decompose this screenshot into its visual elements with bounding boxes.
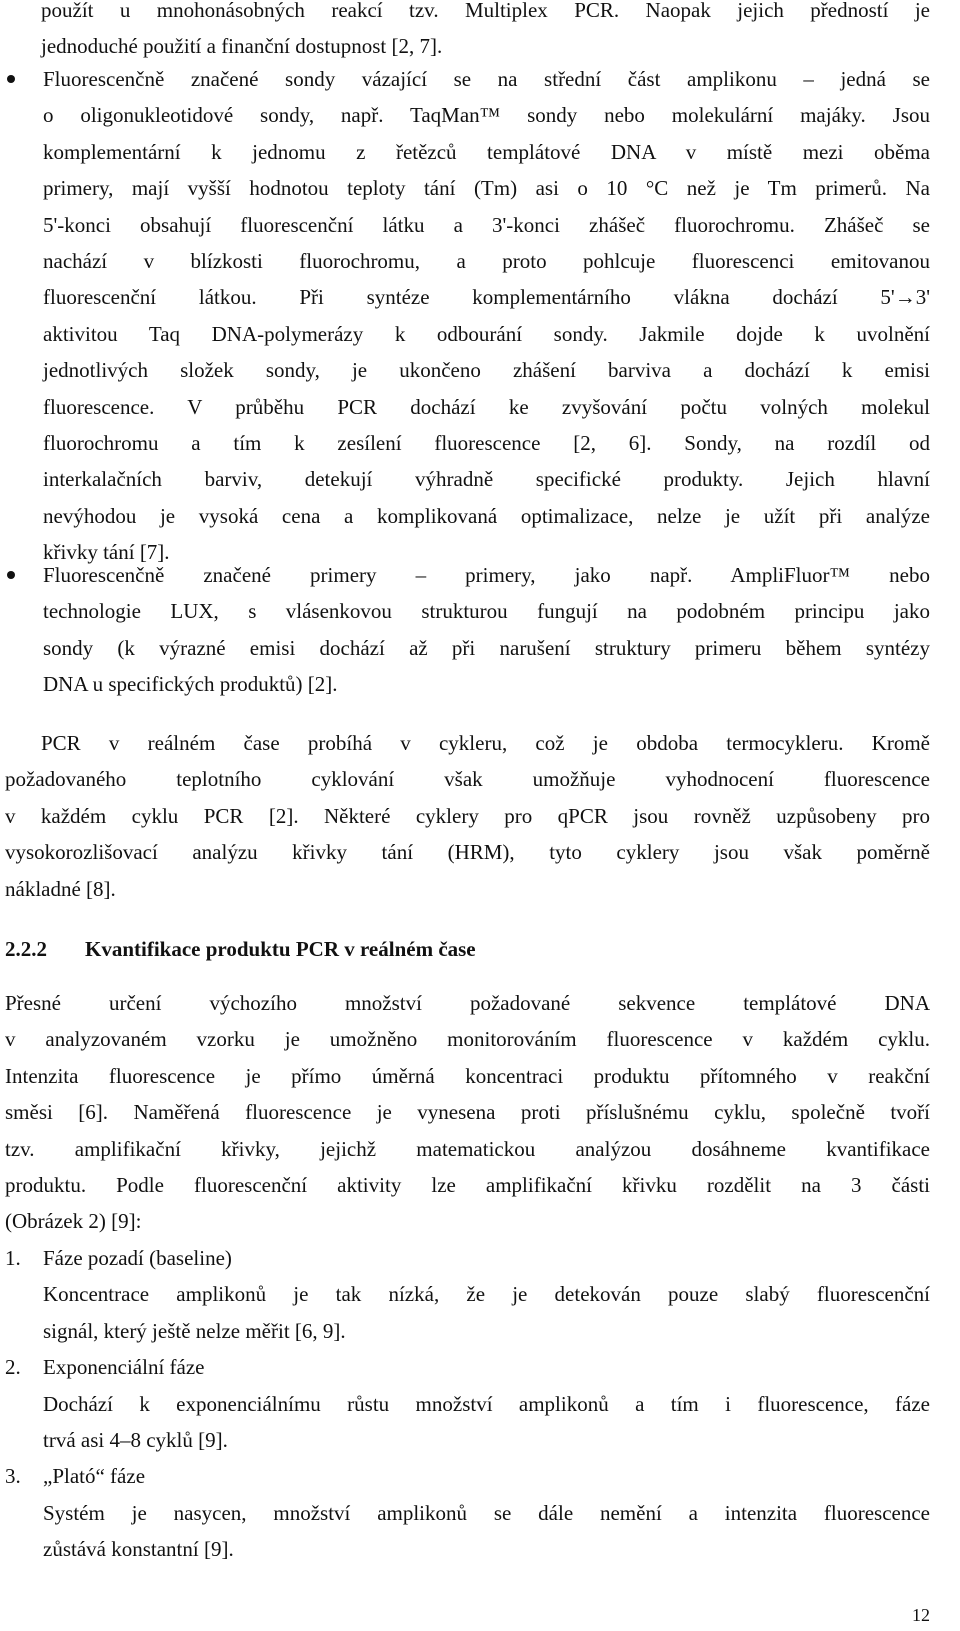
- text-line: Koncentrace amplikonů je tak nízká, že je detekován pouze slabý fluorescenční: [43, 1282, 930, 1307]
- text-line: 5'-konci obsahují fluorescenční látku a 3'-konci zhášeč fluorochromu. Zhášeč se: [43, 212, 930, 237]
- text-line: požadovaného teplotního cyklování však umožňuje vyhodnocení fluorescence: [5, 767, 930, 792]
- list-number: 3.: [5, 1464, 21, 1489]
- continuation-paragraph: [41, 0, 930, 65]
- text-line: zůstává konstantní [9].: [43, 1537, 234, 1562]
- text-line: tzv. amplifikační křivky, jejichž matematickou analýzou dosáhneme kvantifikace: [5, 1136, 930, 1161]
- text-line: fluorescenční látkou. Při syntéze komplementárního vlákna dochází 5'→3': [43, 285, 930, 310]
- text-line: fluorescence. V průběhu PCR dochází ke zvyšování počtu volných molekul: [43, 394, 930, 419]
- text-line: Přesné určení výchozího množství požadované sekvence templátové DNA: [5, 991, 930, 1015]
- quantification-paragraph: [5, 985, 930, 1240]
- section-heading: [5, 931, 476, 967]
- text-line: nachází v blízkosti fluorochromu, a proto pohlcuje fluorescenci emitovanou: [43, 249, 930, 274]
- phase-title: Fáze pozadí (baseline): [43, 1246, 232, 1270]
- bullet-taqman-probes: [5, 61, 930, 571]
- text-line: (Obrázek 2) [9]:: [5, 1209, 142, 1234]
- text-line: Systém je nasycen, množství amplikonů se dále nemění a intenzita fluorescence: [43, 1500, 930, 1525]
- text-line: použít u mnohonásobných reakcí tzv. Multiplex PCR. Naopak jejich předností je: [41, 0, 930, 22]
- text-line: Fluorescenčně značené primery – primery, jako např. AmpliFluor™ nebo: [43, 563, 930, 587]
- text-line: Fluorescenčně značené sondy vázající se na střední část amplikonu – jedná se: [43, 67, 930, 91]
- text-line: Dochází k exponenciálnímu růstu množství amplikonů a tím i fluorescence, fáze: [43, 1391, 930, 1416]
- text-line: o oligonukleotidové sondy, např. TaqMan™ sondy nebo molekulární majáky. Jsou: [43, 103, 930, 128]
- text-line: interkalačních barviv, detekují výhradně specifické produkty. Jejich hlavní: [43, 467, 930, 492]
- list-number: 1.: [5, 1246, 21, 1270]
- text-line: PCR v reálném čase probíhá v cykleru, což je obdoba termocykleru. Kromě: [41, 731, 930, 755]
- text-line: fluorochromu a tím k zesílení fluorescence [2, 6]. Sondy, na rozdíl od: [43, 431, 930, 456]
- text-line: vysokorozlišovací analýzu křivky tání (HRM), tyto cyklery jsou však poměrně: [5, 840, 930, 865]
- text-line: Intenzita fluorescence je přímo úměrná koncentraci produktu přítomného v reakční: [5, 1063, 930, 1088]
- text-line: jednotlivých složek sondy, je ukončeno zhášení barviva a dochází k emisi: [43, 358, 930, 383]
- text-line: primery, mají vyšší hodnotou teploty tání (Tm) asi o 10 °C než je Tm primerů. Na: [43, 176, 930, 201]
- list-item: [5, 1349, 930, 1458]
- text-line: aktivitou Taq DNA-polymerázy k odbourání sondy. Jakmile dojde k uvolnění: [43, 321, 930, 346]
- text-line: technologie LUX, s vlásenkovou strukturou fungují na podobném principu jako: [43, 599, 930, 624]
- text-line: v každém cyklu PCR [2]. Některé cyklery pro qPCR jsou rovněž uzpůsobeny pro: [5, 803, 930, 828]
- text-line: jednoduché použití a finanční dostupnost [2, 7].: [41, 34, 443, 59]
- bullet-icon: [7, 75, 15, 83]
- phase-title: Exponenciální fáze: [43, 1355, 205, 1380]
- page-number: 12: [912, 1605, 930, 1625]
- text-line: produktu. Podle fluorescenční aktivity lze amplifikační křivku rozdělit na 3 části: [5, 1173, 930, 1198]
- text-line: v analyzovaném vzorku je umožněno monitorováním fluorescence v každém cyklu.: [5, 1027, 930, 1052]
- phase-list: [5, 1240, 930, 1568]
- list-number: 2.: [5, 1355, 21, 1380]
- list-item: [5, 1458, 930, 1567]
- cycler-paragraph: [5, 725, 930, 907]
- section-number: 2.2.2: [5, 937, 47, 961]
- text-line: sondy (k výrazné emisi dochází až při narušení struktury primeru během syntézy: [43, 635, 930, 660]
- text-line: DNA u specifických produktů) [2].: [43, 672, 338, 697]
- text-line: nevýhodou je vysoká cena a komplikovaná optimalizace, nelze je užít při analýze: [43, 503, 930, 528]
- bullet-paragraph: [43, 61, 930, 571]
- text-line: signál, který ještě nelze měřit [6, 9].: [43, 1318, 346, 1343]
- bullet-icon: [7, 571, 15, 579]
- bullet-labeled-primers: [5, 557, 930, 703]
- text-line: křivky tání [7].: [43, 540, 170, 565]
- text-line: komplementární k jednomu z řetězců templátové DNA v místě mezi oběma: [43, 139, 930, 164]
- list-item: [5, 1240, 930, 1349]
- text-line: nákladné [8].: [5, 876, 116, 901]
- text-line: trvá asi 4–8 cyklů [9].: [43, 1428, 228, 1453]
- text-line: směsi [6]. Naměřená fluorescence je vynesena proti příslušnému cyklu, společně tvoří: [5, 1100, 930, 1125]
- bullet-paragraph: [43, 557, 930, 703]
- phase-title: „Plató“ fáze: [43, 1464, 146, 1489]
- section-title: Kvantifikace produktu PCR v reálném čase: [85, 937, 476, 961]
